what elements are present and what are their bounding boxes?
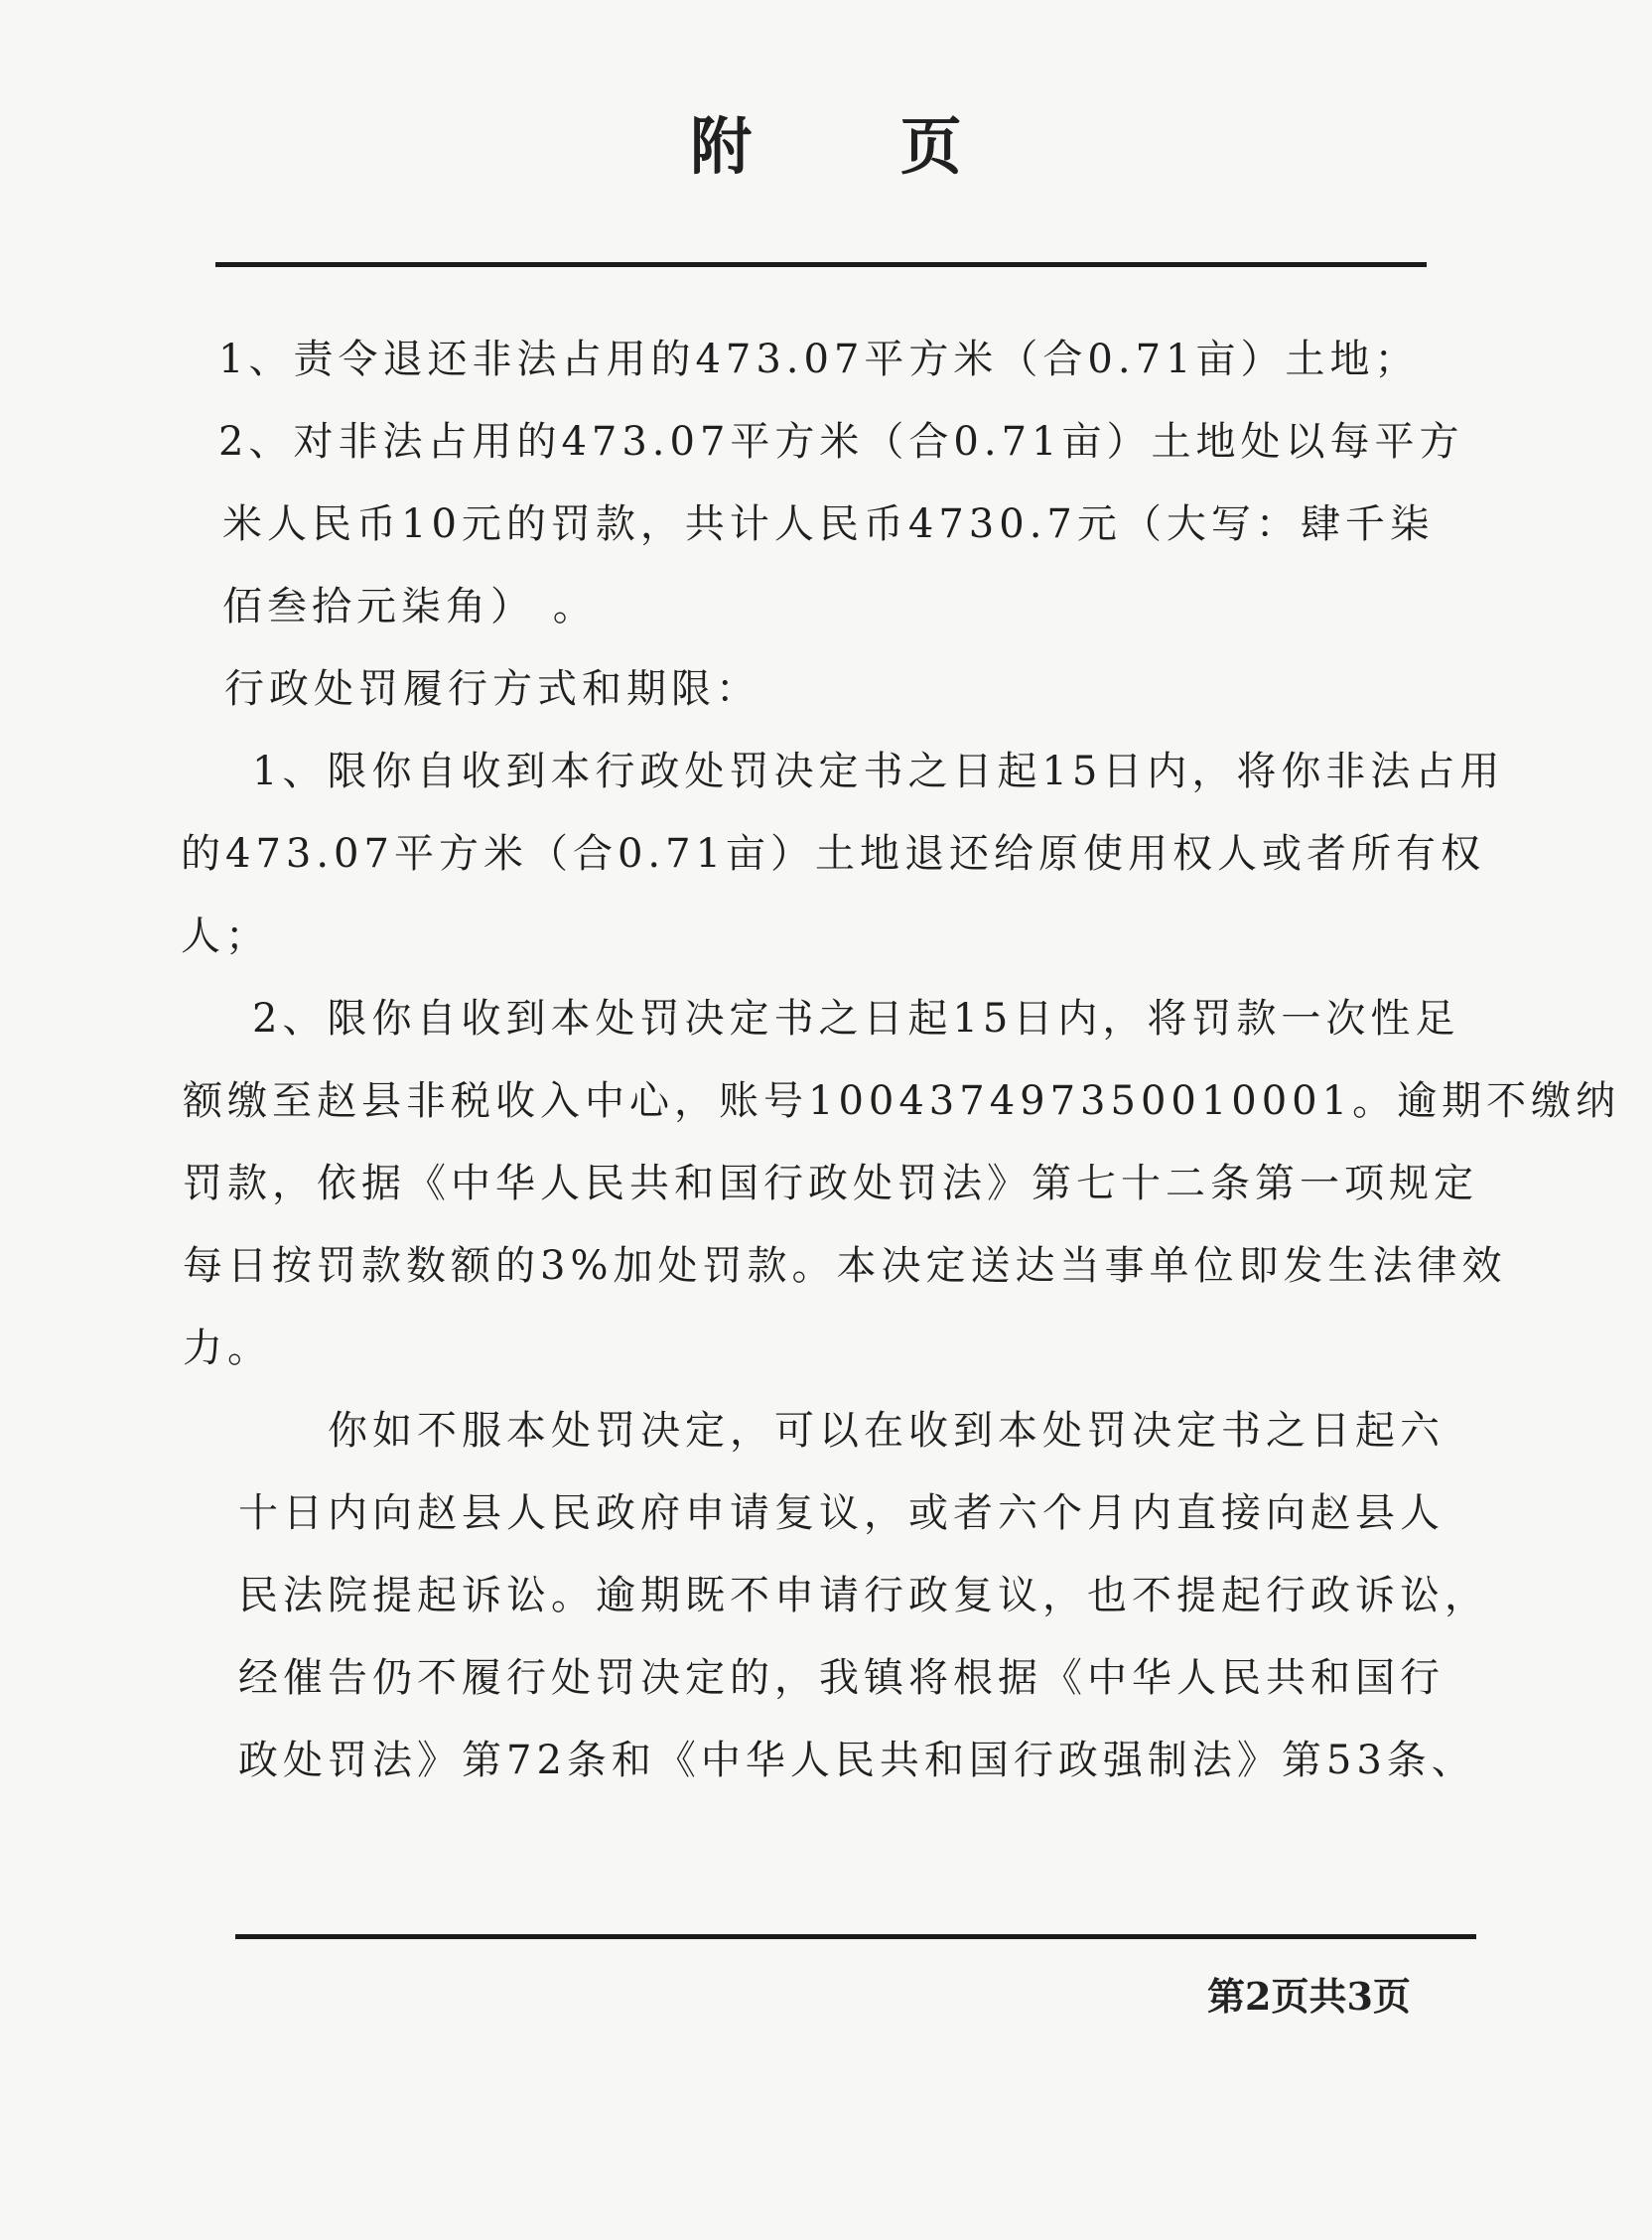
footer-divider <box>235 1934 1476 1939</box>
text-line: 的473.07平方米（合0.71亩）土地退还给原使用权人或者所有权 <box>181 831 1486 877</box>
text-line: 米人民币10元的罚款，共计人民币4730.7元（大写：肆千柒 <box>222 501 1435 547</box>
text-line: 十日内向赵县人民政府申请复议，或者六个月内直接向赵县人 <box>238 1490 1445 1536</box>
text-line: 额缴至赵县非税收入中心，账号100437497350010001。逾期不缴纳 <box>183 1078 1621 1124</box>
text-line: 罚款，依据《中华人民共和国行政处罚法》第七十二条第一项规定 <box>183 1161 1478 1206</box>
text-line: 2、对非法占用的473.07平方米（合0.71亩）土地处以每平方 <box>218 419 1464 465</box>
page-title: 附 页 <box>690 110 1026 183</box>
text-line: 力。 <box>183 1326 272 1371</box>
text-line: 人； <box>181 913 270 959</box>
text-line: 政处罚法》第72条和《中华人民共和国行政强制法》第53条、 <box>238 1738 1476 1783</box>
text-line: 行政处罚履行方式和期限： <box>224 666 760 712</box>
text-line: 你如不服本处罚决定，可以在收到本处罚决定书之日起六 <box>328 1408 1445 1454</box>
header-divider <box>215 262 1427 267</box>
text-line: 2、限你自收到本处罚决定书之日起15日内，将罚款一次性足 <box>252 996 1460 1042</box>
text-line: 1、限你自收到本行政处罚决定书之日起15日内，将你非法占用 <box>252 749 1505 794</box>
text-line: 经催告仍不履行处罚决定的，我镇将根据《中华人民共和国行 <box>238 1655 1445 1701</box>
text-line: 每日按罚款数额的3%加处罚款。本决定送达当事单位即发生法律效 <box>183 1243 1507 1289</box>
text-line: 民法院提起诉讼。逾期既不申请行政复议，也不提起行政诉讼， <box>238 1573 1489 1618</box>
text-line: 1、责令退还非法占用的473.07平方米（合0.71亩）土地； <box>218 337 1420 382</box>
text-line: 佰叁拾元柒角） 。 <box>222 584 598 630</box>
page-indicator: 第2页共3页 <box>1207 1974 1411 2019</box>
